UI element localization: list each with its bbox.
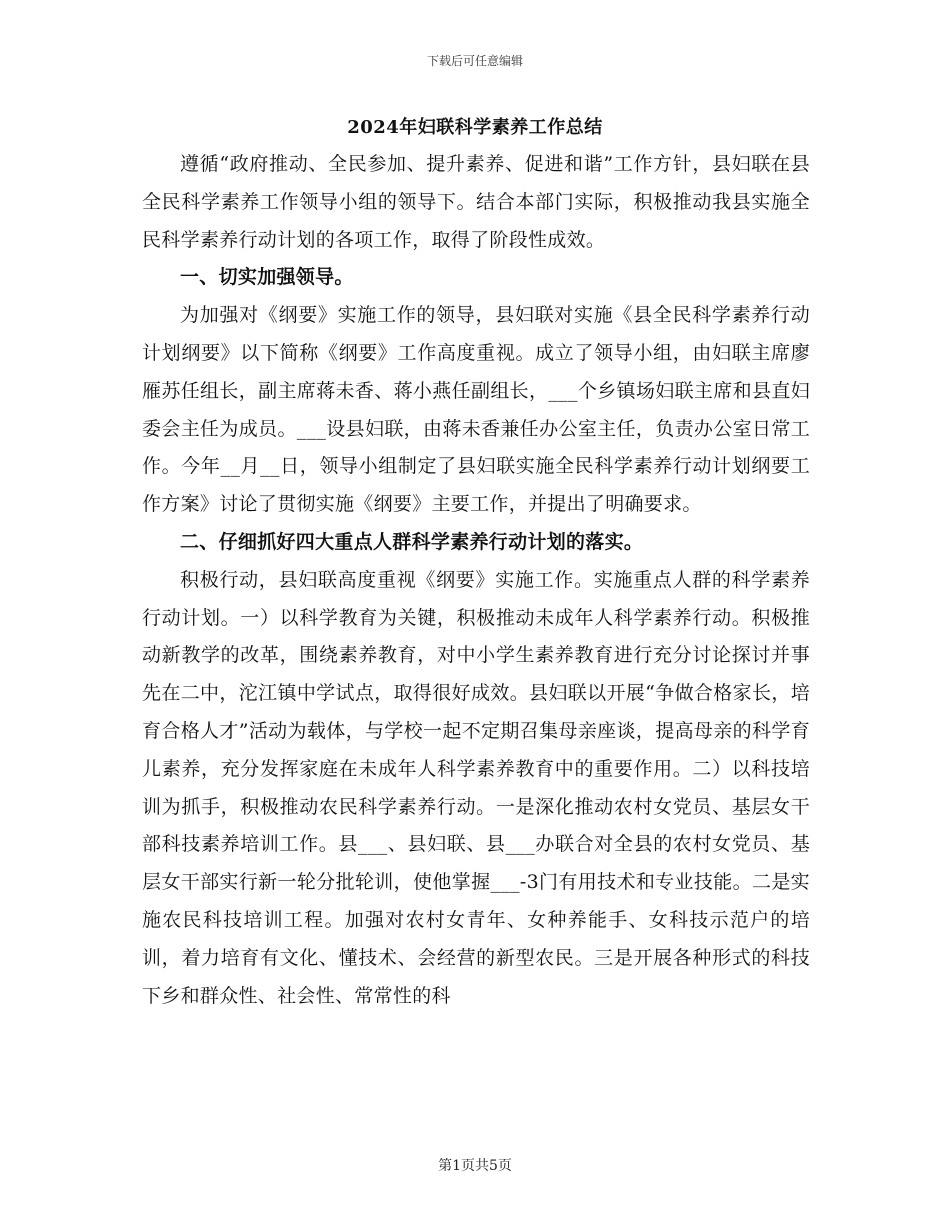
section-heading-2: 二、仔细抓好四大重点人群科学素养行动计划的落实。 <box>180 530 644 553</box>
section-heading-1: 一、切实加强领导。 <box>180 266 354 289</box>
page-header-note: 下载后可任意编辑 <box>426 54 523 68</box>
paragraph-section-1: 为加强对《纲要》实施工作的领导，县妇联对实施《县全民科学素养行动计划纲要》以下简称《纲要》工作高度重视。成立了领导小组，由妇联主席廖雁苏任组长，副主席蒋未香、蒋小燕任副组长，___个乡镇场妇联主席和县直妇委会主任为成员。___设县妇联，由蒋未香兼任办公室主任，负责办公室日常工作。今年__月__日，领导小组制定了县妇联实施全民科学素养行动计划纲要工作方案》讨论了贯彻实施《纲要》主要工作，并提出了明确要求。 <box>142 304 810 516</box>
page-number: 第1页共5页 <box>438 1158 512 1174</box>
document-body <box>142 146 810 1015</box>
paragraph-intro: 遵循“政府推动、全民参加、提升素养、促进和谐”工作方针，县妇联在县全民科学素养工作领导小组的领导下。结合本部门实际，积极推动我县实施全民科学素养行动计划的各项工作，取得了阶段性成效。 <box>142 153 810 251</box>
paragraph-section-2: 积极行动，县妇联高度重视《纲要》实施工作。实施重点人群的科学素养行动计划。一）以科学教育为关键，积极推动未成年人科学素养行动。积极推动新教学的改革，围绕素养教育，对中小学生素养教育进行充分讨论探讨并事先在二中，沱江镇中学试点，取得很好成效。县妇联以开展“争做合格家长，培育合格人才”活动为载体，与学校一起不定期召集母亲座谈，提高母亲的科学育儿素养，充分发挥家庭在未成年人科学素养教育中的重要作用。二）以科技培训为抓手，积极推动农民科学素养行动。一是深化推动农村女党员、基层女干部科技素养培训工作。县___、县妇联、县___办联合对全县的农村女党员、基层女干部实行新一轮分批轮训，使他掌握___-3门有用技术和专业技能。二是实施农民科技培训工程。加强对农村女青年、女种养能手、女科技示范户的培训，着力培育有文化、懂技术、会经营的新型农民。三是开展各种形式的科技下乡和群众性、社会性、常常性的科 <box>142 568 810 1007</box>
document-title: 2024年妇联科学素养工作总结 <box>347 117 603 138</box>
